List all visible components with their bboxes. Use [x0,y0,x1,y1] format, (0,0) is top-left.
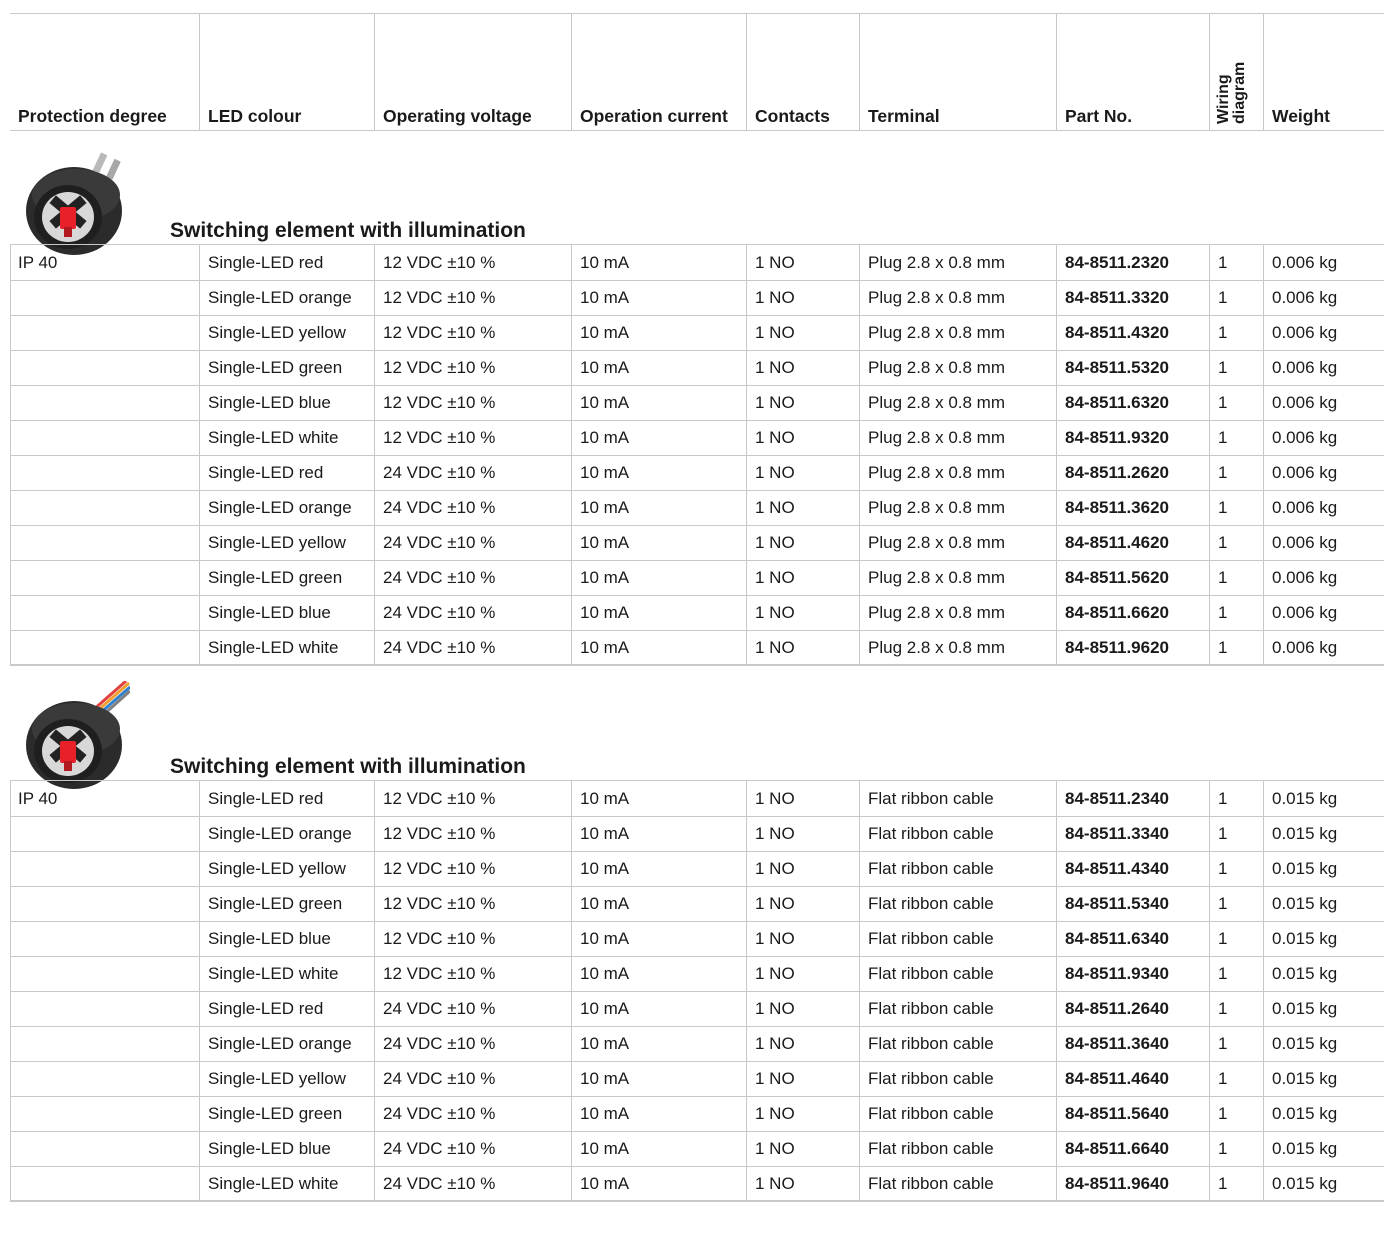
part-no-cell: 84-8511.5620 [1056,560,1209,595]
contacts-cell: 1 NO [746,630,859,665]
operation-current-cell: 10 mA [571,560,746,595]
terminal-cell: Plug 2.8 x 0.8 mm [859,455,1056,490]
wiring-diagram-cell: 1 [1209,525,1263,560]
table-row [10,991,1384,1027]
header-terminal: Terminal [859,14,1056,130]
table-row [10,1096,1384,1132]
part-no-cell: 84-8511.2640 [1056,991,1209,1026]
operating-voltage-cell: 12 VDC ±10 % [374,385,571,420]
terminal-cell: Plug 2.8 x 0.8 mm [859,490,1056,525]
contacts-cell: 1 NO [746,921,859,956]
wiring-diagram-cell: 1 [1209,245,1263,280]
wiring-diagram-cell: 1 [1209,886,1263,921]
header-operating-voltage: Operating voltage [374,14,571,130]
operating-voltage-cell: 24 VDC ±10 % [374,455,571,490]
operating-voltage-cell: 12 VDC ±10 % [374,350,571,385]
operation-current-cell: 10 mA [571,1166,746,1201]
operating-voltage-cell: 24 VDC ±10 % [374,1131,571,1166]
section-title: Switching element with illumination [170,219,526,242]
operation-current-cell: 10 mA [571,455,746,490]
terminal-cell: Flat ribbon cable [859,1026,1056,1061]
table-left-border [10,245,11,665]
weight-cell: 0.006 kg [1263,350,1384,385]
led-colour-cell: Single-LED yellow [199,525,374,560]
weight-cell: 0.015 kg [1263,851,1384,886]
terminal-cell: Plug 2.8 x 0.8 mm [859,630,1056,665]
contacts-cell: 1 NO [746,595,859,630]
led-colour-cell: Single-LED green [199,560,374,595]
operation-current-cell: 10 mA [571,280,746,315]
part-no-cell: 84-8511.5640 [1056,1096,1209,1131]
operation-current-cell: 10 mA [571,921,746,956]
operation-current-cell: 10 mA [571,886,746,921]
operation-current-cell: 10 mA [571,991,746,1026]
part-no-cell: 84-8511.4620 [1056,525,1209,560]
wiring-diagram-cell: 1 [1209,921,1263,956]
contacts-cell: 1 NO [746,315,859,350]
weight-cell: 0.015 kg [1263,1096,1384,1131]
operation-current-cell: 10 mA [571,630,746,665]
weight-cell: 0.015 kg [1263,1131,1384,1166]
led-colour-cell: Single-LED green [199,350,374,385]
weight-cell: 0.006 kg [1263,385,1384,420]
operating-voltage-cell: 12 VDC ±10 % [374,816,571,851]
weight-cell: 0.015 kg [1263,1061,1384,1096]
wiring-diagram-cell: 1 [1209,630,1263,665]
operating-voltage-cell: 24 VDC ±10 % [374,490,571,525]
table-header [10,13,1384,131]
operating-voltage-cell: 12 VDC ±10 % [374,245,571,280]
part-no-cell: 84-8511.2620 [1056,455,1209,490]
part-no-cell: 84-8511.5320 [1056,350,1209,385]
part-no-cell: 84-8511.9620 [1056,630,1209,665]
product-photo [18,681,130,793]
operating-voltage-cell: 12 VDC ±10 % [374,886,571,921]
part-no-cell: 84-8511.4340 [1056,851,1209,886]
operating-voltage-cell: 24 VDC ±10 % [374,1061,571,1096]
wiring-diagram-cell: 1 [1209,1131,1263,1166]
part-no-cell: 84-8511.4640 [1056,1061,1209,1096]
wiring-diagram-cell: 1 [1209,851,1263,886]
wiring-diagram-cell: 1 [1209,1096,1263,1131]
terminal-cell: Plug 2.8 x 0.8 mm [859,280,1056,315]
part-no-cell: 84-8511.3340 [1056,816,1209,851]
led-colour-cell: Single-LED green [199,1096,374,1131]
wiring-diagram-cell: 1 [1209,595,1263,630]
operation-current-cell: 10 mA [571,956,746,991]
wiring-diagram-cell: 1 [1209,781,1263,816]
part-no-cell: 84-8511.3640 [1056,1026,1209,1061]
terminal-cell: Plug 2.8 x 0.8 mm [859,560,1056,595]
operating-voltage-cell: 24 VDC ±10 % [374,1026,571,1061]
header-contacts: Contacts [746,14,859,130]
wiring-diagram-cell: 1 [1209,385,1263,420]
wiring-diagram-cell: 1 [1209,490,1263,525]
contacts-cell: 1 NO [746,1061,859,1096]
wiring-diagram-cell: 1 [1209,420,1263,455]
weight-cell: 0.006 kg [1263,455,1384,490]
wiring-diagram-cell: 1 [1209,350,1263,385]
operating-voltage-cell: 12 VDC ±10 % [374,921,571,956]
contacts-cell: 1 NO [746,280,859,315]
weight-cell: 0.015 kg [1263,991,1384,1026]
part-no-cell: 84-8511.9320 [1056,420,1209,455]
operation-current-cell: 10 mA [571,595,746,630]
part-no-cell: 84-8511.6320 [1056,385,1209,420]
operation-current-cell: 10 mA [571,1131,746,1166]
led-colour-cell: Single-LED red [199,781,374,816]
terminal-cell: Flat ribbon cable [859,1061,1056,1096]
contacts-cell: 1 NO [746,455,859,490]
terminal-cell: Flat ribbon cable [859,921,1056,956]
operation-current-cell: 10 mA [571,420,746,455]
table-row [10,1131,1384,1167]
operating-voltage-cell: 12 VDC ±10 % [374,280,571,315]
led-colour-cell: Single-LED orange [199,1026,374,1061]
led-colour-cell: Single-LED red [199,245,374,280]
group-bottom-rule [10,1200,1384,1201]
wiring-diagram-cell: 1 [1209,816,1263,851]
header-wiring-diagram: Wiring diagram [1215,61,1248,124]
weight-cell: 0.006 kg [1263,245,1384,280]
table-row [10,851,1384,887]
weight-cell: 0.006 kg [1263,490,1384,525]
led-colour-cell: Single-LED red [199,455,374,490]
contacts-cell: 1 NO [746,245,859,280]
contacts-cell: 1 NO [746,1096,859,1131]
contacts-cell: 1 NO [746,350,859,385]
table-row [10,490,1384,526]
weight-cell: 0.015 kg [1263,781,1384,816]
wiring-diagram-cell: 1 [1209,991,1263,1026]
part-no-cell: 84-8511.3320 [1056,280,1209,315]
section-title: Switching element with illumination [170,755,526,778]
part-no-cell: 84-8511.6620 [1056,595,1209,630]
weight-cell: 0.015 kg [1263,1026,1384,1061]
operating-voltage-cell: 12 VDC ±10 % [374,420,571,455]
terminal-cell: Flat ribbon cable [859,781,1056,816]
operation-current-cell: 10 mA [571,816,746,851]
terminal-cell: Flat ribbon cable [859,1131,1056,1166]
weight-cell: 0.015 kg [1263,816,1384,851]
part-no-cell: 84-8511.3620 [1056,490,1209,525]
operation-current-cell: 10 mA [571,1061,746,1096]
section-header [10,665,1384,781]
terminal-cell: Plug 2.8 x 0.8 mm [859,595,1056,630]
table-row [10,921,1384,957]
terminal-cell: Flat ribbon cable [859,1096,1056,1131]
product-photo [18,145,130,257]
led-colour-cell: Single-LED blue [199,921,374,956]
table-row [10,315,1384,351]
contacts-cell: 1 NO [746,490,859,525]
operating-voltage-cell: 24 VDC ±10 % [374,595,571,630]
led-colour-cell: Single-LED orange [199,490,374,525]
led-colour-cell: Single-LED red [199,991,374,1026]
weight-cell: 0.006 kg [1263,525,1384,560]
wiring-diagram-cell: 1 [1209,455,1263,490]
table-row [10,1166,1384,1202]
contacts-cell: 1 NO [746,420,859,455]
wiring-diagram-cell: 1 [1209,1061,1263,1096]
led-colour-cell: Single-LED orange [199,816,374,851]
wiring-diagram-cell: 1 [1209,1026,1263,1061]
wiring-diagram-cell: 1 [1209,1166,1263,1201]
terminal-cell: Flat ribbon cable [859,991,1056,1026]
column-divider [199,245,200,665]
table-row [10,350,1384,386]
operation-current-cell: 10 mA [571,781,746,816]
operation-current-cell: 10 mA [571,385,746,420]
operating-voltage-cell: 24 VDC ±10 % [374,525,571,560]
protection-degree-cell: IP 40 [18,253,58,272]
operating-voltage-cell: 24 VDC ±10 % [374,1096,571,1131]
wiring-diagram-cell: 1 [1209,315,1263,350]
table-row [10,455,1384,491]
header-protection-degree: Protection degree [18,106,167,126]
led-colour-cell: Single-LED white [199,1166,374,1201]
operation-current-cell: 10 mA [571,315,746,350]
weight-cell: 0.015 kg [1263,886,1384,921]
contacts-cell: 1 NO [746,560,859,595]
operating-voltage-cell: 12 VDC ±10 % [374,851,571,886]
operation-current-cell: 10 mA [571,245,746,280]
header-operation-current: Operation current [571,14,746,130]
contacts-cell: 1 NO [746,886,859,921]
table-row [10,420,1384,456]
wiring-diagram-cell: 1 [1209,560,1263,595]
operation-current-cell: 10 mA [571,525,746,560]
contacts-cell: 1 NO [746,991,859,1026]
terminal-cell: Plug 2.8 x 0.8 mm [859,350,1056,385]
column-divider [199,781,200,1201]
table-row [10,525,1384,561]
part-no-cell: 84-8511.4320 [1056,315,1209,350]
weight-cell: 0.006 kg [1263,420,1384,455]
contacts-cell: 1 NO [746,385,859,420]
weight-cell: 0.015 kg [1263,921,1384,956]
contacts-cell: 1 NO [746,816,859,851]
table-row [10,781,1384,817]
contacts-cell: 1 NO [746,525,859,560]
operation-current-cell: 10 mA [571,350,746,385]
operating-voltage-cell: 24 VDC ±10 % [374,991,571,1026]
weight-cell: 0.006 kg [1263,560,1384,595]
terminal-cell: Plug 2.8 x 0.8 mm [859,525,1056,560]
part-no-cell: 84-8511.9340 [1056,956,1209,991]
section-header [10,129,1384,245]
protection-degree-cell: IP 40 [18,789,58,808]
header-weight: Weight [1263,14,1384,130]
contacts-cell: 1 NO [746,781,859,816]
led-colour-cell: Single-LED blue [199,1131,374,1166]
weight-cell: 0.006 kg [1263,630,1384,665]
part-no-cell: 84-8511.6640 [1056,1131,1209,1166]
terminal-cell: Flat ribbon cable [859,956,1056,991]
operation-current-cell: 10 mA [571,1026,746,1061]
part-no-cell: 84-8511.6340 [1056,921,1209,956]
led-colour-cell: Single-LED white [199,420,374,455]
led-colour-cell: Single-LED orange [199,280,374,315]
table-row [10,1026,1384,1062]
terminal-cell: Flat ribbon cable [859,1166,1056,1201]
led-colour-cell: Single-LED yellow [199,851,374,886]
header-led-colour: LED colour [199,14,374,130]
wiring-diagram-cell: 1 [1209,280,1263,315]
table-row [10,385,1384,421]
table-row [10,280,1384,316]
contacts-cell: 1 NO [746,1131,859,1166]
part-no-cell: 84-8511.2320 [1056,245,1209,280]
operating-voltage-cell: 12 VDC ±10 % [374,956,571,991]
contacts-cell: 1 NO [746,1166,859,1201]
table-row [10,1061,1384,1097]
part-no-cell: 84-8511.2340 [1056,781,1209,816]
table-row [10,560,1384,596]
weight-cell: 0.006 kg [1263,595,1384,630]
terminal-cell: Plug 2.8 x 0.8 mm [859,385,1056,420]
table-row [10,816,1384,852]
weight-cell: 0.015 kg [1263,1166,1384,1201]
table-left-border [10,781,11,1201]
header-wiring-diagram-cell [1209,14,1263,130]
weight-cell: 0.015 kg [1263,956,1384,991]
terminal-cell: Plug 2.8 x 0.8 mm [859,315,1056,350]
terminal-cell: Flat ribbon cable [859,816,1056,851]
operation-current-cell: 10 mA [571,1096,746,1131]
wiring-diagram-cell: 1 [1209,956,1263,991]
terminal-cell: Plug 2.8 x 0.8 mm [859,245,1056,280]
weight-cell: 0.006 kg [1263,315,1384,350]
operation-current-cell: 10 mA [571,851,746,886]
table-row [10,595,1384,631]
operating-voltage-cell: 24 VDC ±10 % [374,630,571,665]
operating-voltage-cell: 12 VDC ±10 % [374,315,571,350]
table-row [10,245,1384,281]
terminal-cell: Plug 2.8 x 0.8 mm [859,420,1056,455]
operating-voltage-cell: 24 VDC ±10 % [374,560,571,595]
operating-voltage-cell: 24 VDC ±10 % [374,1166,571,1201]
part-no-cell: 84-8511.9640 [1056,1166,1209,1201]
operation-current-cell: 10 mA [571,490,746,525]
weight-cell: 0.006 kg [1263,280,1384,315]
led-colour-cell: Single-LED blue [199,385,374,420]
operating-voltage-cell: 12 VDC ±10 % [374,781,571,816]
part-no-cell: 84-8511.5340 [1056,886,1209,921]
table-row [10,630,1384,666]
header-part-no: Part No. [1056,14,1209,130]
contacts-cell: 1 NO [746,956,859,991]
led-colour-cell: Single-LED white [199,630,374,665]
terminal-cell: Flat ribbon cable [859,886,1056,921]
terminal-cell: Flat ribbon cable [859,851,1056,886]
led-colour-cell: Single-LED blue [199,595,374,630]
led-colour-cell: Single-LED green [199,886,374,921]
table-row [10,956,1384,992]
contacts-cell: 1 NO [746,1026,859,1061]
led-colour-cell: Single-LED yellow [199,1061,374,1096]
contacts-cell: 1 NO [746,851,859,886]
led-colour-cell: Single-LED yellow [199,315,374,350]
table-row [10,886,1384,922]
led-colour-cell: Single-LED white [199,956,374,991]
